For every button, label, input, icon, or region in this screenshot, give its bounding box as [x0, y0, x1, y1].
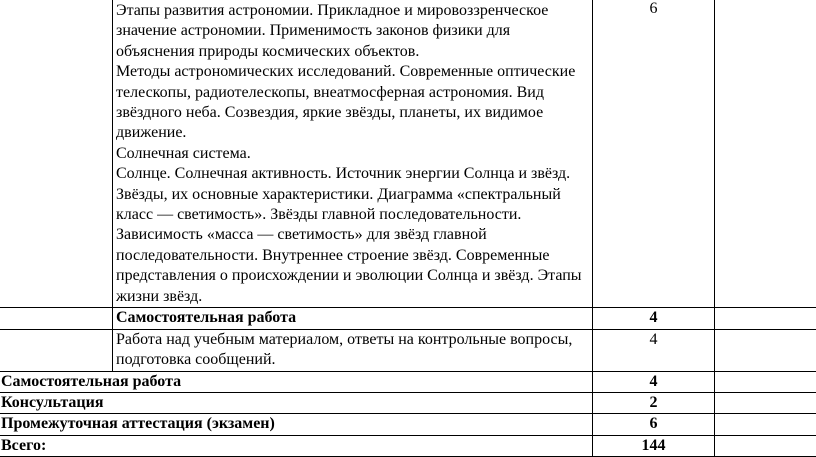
- empty-level-cell: [715, 414, 816, 435]
- summary-row: [0, 371, 816, 392]
- summary-label: Консультация: [0, 392, 593, 413]
- independent-work-item-row: [0, 329, 816, 371]
- summary-hours: 6: [593, 414, 715, 435]
- empty-level-cell: [715, 371, 816, 392]
- summary-row: [0, 435, 816, 456]
- summary-label: Самостоятельная работа: [0, 371, 593, 392]
- independent-work-label: Самостоятельная работа: [113, 308, 593, 329]
- independent-work-header-row: [0, 308, 816, 329]
- topic-paragraph: Солнечная система.: [116, 144, 592, 164]
- topic-content-cell: [113, 0, 593, 308]
- empty-section-cell: [0, 329, 113, 371]
- topic-hours-cell: 6: [593, 0, 715, 308]
- empty-level-cell: [715, 329, 816, 371]
- empty-level-cell: [715, 308, 816, 329]
- empty-level-cell: [715, 392, 816, 413]
- summary-hours: 144: [593, 435, 715, 456]
- empty-level-cell: [715, 435, 816, 456]
- summary-label: Промежуточная аттестация (экзамен): [0, 414, 593, 435]
- independent-work-hours: 4: [593, 308, 715, 329]
- summary-row: [0, 414, 816, 435]
- summary-hours: 4: [593, 371, 715, 392]
- topic-paragraph: Этапы развития астрономии. Прикладное и мировоззренческое значение астрономии. Применимость законов физики для объяснения природы космических объектов.: [116, 1, 592, 62]
- independent-work-item-label: Работа над учебным материалом, ответы на контрольные вопросы, подготовка сообщений.: [113, 329, 593, 371]
- summary-row: [0, 392, 816, 413]
- empty-section-cell: [0, 308, 113, 329]
- topic-paragraph: Солнце. Солнечная активность. Источник энергии Солнца и звёзд. Звёзды, их основные характеристики. Диаграмма «спектральный класс — светимость». Звёзды главной последовательности. Зависимость «масса — светимость» для звёзд главной последовательности. Внутреннее строение звёзд. Современные представления о происхождении и эволюции Солнца и звёзд. Этапы жизни звёзд.: [116, 164, 592, 307]
- empty-level-cell: [715, 0, 816, 308]
- empty-section-cell: [0, 0, 113, 308]
- independent-work-item-hours: 4: [593, 329, 715, 371]
- summary-label: Всего:: [0, 435, 593, 456]
- summary-hours: 2: [593, 392, 715, 413]
- topic-paragraph: Методы астрономических исследований. Современные оптические телескопы, радиотелескопы, внеатмосферная астрономия. Вид звёздного неба. Созвездия, яркие звёзды, планеты, их видимое движение.: [116, 62, 592, 144]
